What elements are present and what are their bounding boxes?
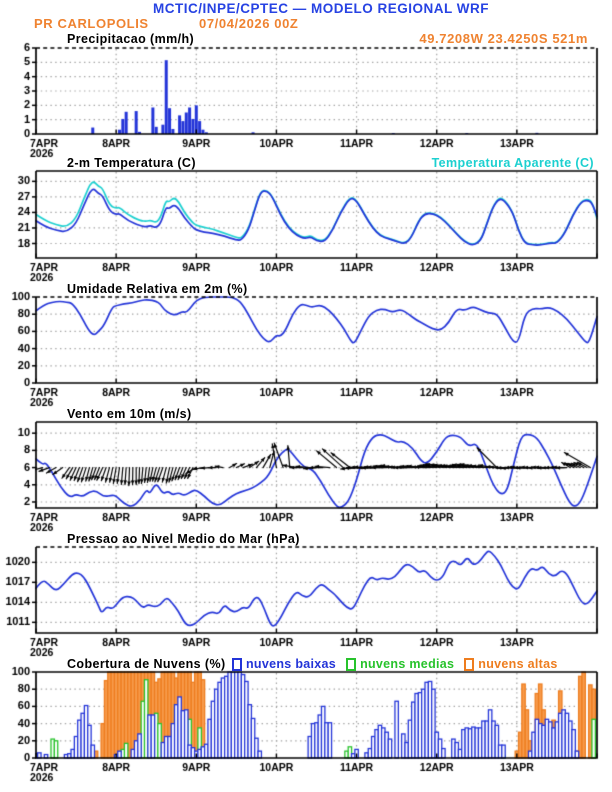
station-name: PR CARLOPOLIS: [34, 16, 149, 31]
low-clouds-swatch-icon: [232, 658, 242, 671]
legend-item-mid-clouds: [346, 657, 454, 671]
legend-item-high-clouds: [464, 657, 557, 671]
page-title: MCTIC/INPE/CPTEC — MODELO REGIONAL WRF: [153, 1, 489, 16]
high-clouds-swatch-icon: [464, 658, 474, 671]
precipitation-chart-title: Precipitacao (mm/h): [67, 32, 195, 46]
pressure-chart-title: Pressao ao Nivel Medio do Mar (hPa): [67, 532, 300, 546]
legend-label-low-clouds: nuvens baixas: [246, 657, 337, 671]
humidity-chart-title: Umidade Relativa em 2m (%): [67, 282, 248, 296]
legend-label-high-clouds: nuvens altas: [478, 657, 558, 671]
cloud-cover-chart-title: Cobertura de Nuvens (%): [67, 657, 226, 671]
apparent-temperature-title: Temperatura Aparente (C): [431, 156, 594, 170]
station-coordinates: 49.7208W 23.4250S 521m: [419, 31, 588, 46]
cloud-legend: [232, 657, 558, 671]
legend-label-mid-clouds: nuvens medias: [360, 657, 455, 671]
wind-chart-title: Vento em 10m (m/s): [67, 407, 192, 421]
run-datetime: 07/04/2026 00Z: [199, 16, 299, 31]
mid-clouds-swatch-icon: [346, 658, 356, 671]
temperature-chart-title: 2-m Temperatura (C): [67, 156, 196, 170]
legend-item-low-clouds: [232, 657, 336, 671]
